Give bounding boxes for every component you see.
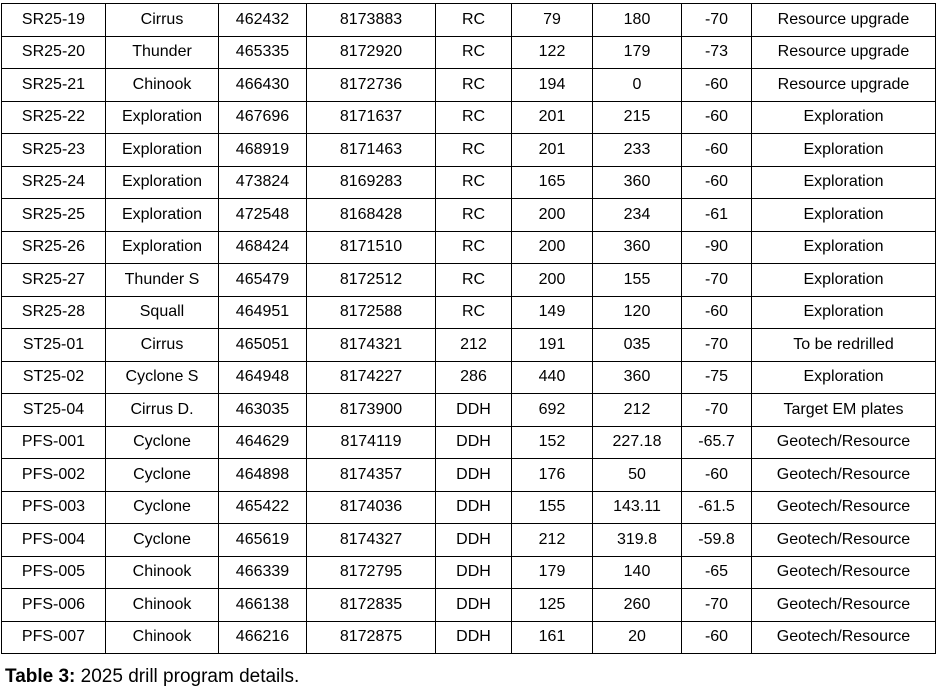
table-cell: DDH	[436, 459, 512, 492]
table-cell: Exploration	[752, 134, 936, 167]
table-cell: 466339	[219, 556, 307, 589]
table-row	[2, 166, 936, 199]
table-cell: 464948	[219, 361, 307, 394]
table-cell: -70	[682, 394, 752, 427]
table-cell: -60	[682, 101, 752, 134]
table-cell: Cirrus	[106, 329, 219, 362]
table-cell: -61.5	[682, 491, 752, 524]
table-cell: Thunder S	[106, 264, 219, 297]
table-cell: 8168428	[307, 199, 436, 232]
table-cell: PFS-001	[2, 426, 106, 459]
table-cell: 212	[512, 524, 593, 557]
table-cell: Geotech/Resource	[752, 524, 936, 557]
table-cell: 8171463	[307, 134, 436, 167]
table-row	[2, 459, 936, 492]
table-cell: 8172875	[307, 621, 436, 654]
table-cell: RC	[436, 69, 512, 102]
drill-program-table-container	[1, 3, 936, 654]
table-cell: 200	[512, 264, 593, 297]
table-cell: DDH	[436, 524, 512, 557]
table-cell: PFS-005	[2, 556, 106, 589]
table-cell: 8174357	[307, 459, 436, 492]
table-row	[2, 264, 936, 297]
table-cell: Exploration	[106, 199, 219, 232]
table-cell: 161	[512, 621, 593, 654]
table-cell: 155	[593, 264, 682, 297]
table-cell: PFS-004	[2, 524, 106, 557]
table-cell: Resource upgrade	[752, 4, 936, 37]
table-cell: 319.8	[593, 524, 682, 557]
table-cell: 165	[512, 166, 593, 199]
table-cell: SR25-26	[2, 231, 106, 264]
table-cell: DDH	[436, 589, 512, 622]
table-row	[2, 524, 936, 557]
table-cell: -60	[682, 69, 752, 102]
table-row	[2, 4, 936, 37]
table-cell: 200	[512, 199, 593, 232]
table-cell: 466216	[219, 621, 307, 654]
table-cell: -60	[682, 166, 752, 199]
table-row	[2, 36, 936, 69]
table-cell: 465422	[219, 491, 307, 524]
table-row	[2, 426, 936, 459]
table-cell: 360	[593, 361, 682, 394]
table-cell: -59.8	[682, 524, 752, 557]
table-cell: ST25-02	[2, 361, 106, 394]
table-cell: -60	[682, 296, 752, 329]
table-cell: 227.18	[593, 426, 682, 459]
table-body	[2, 4, 936, 654]
table-cell: Geotech/Resource	[752, 556, 936, 589]
table-cell: DDH	[436, 426, 512, 459]
table-cell: Exploration	[752, 361, 936, 394]
table-cell: 468919	[219, 134, 307, 167]
table-cell: Cyclone	[106, 426, 219, 459]
table-cell: Cyclone	[106, 524, 219, 557]
table-cell: 360	[593, 231, 682, 264]
table-cell: -70	[682, 4, 752, 37]
table-cell: 140	[593, 556, 682, 589]
table-cell: 466430	[219, 69, 307, 102]
table-cell: ST25-01	[2, 329, 106, 362]
table-cell: 125	[512, 589, 593, 622]
table-cell: Cyclone	[106, 459, 219, 492]
table-cell: Cyclone	[106, 491, 219, 524]
table-cell: PFS-006	[2, 589, 106, 622]
table-cell: Thunder	[106, 36, 219, 69]
table-cell: Chinook	[106, 621, 219, 654]
table-cell: PFS-002	[2, 459, 106, 492]
table-cell: 260	[593, 589, 682, 622]
table-cell: 180	[593, 4, 682, 37]
table-cell: RC	[436, 166, 512, 199]
table-cell: 234	[593, 199, 682, 232]
table-cell: 155	[512, 491, 593, 524]
table-cell: -73	[682, 36, 752, 69]
table-cell: -70	[682, 264, 752, 297]
table-cell: Resource upgrade	[752, 69, 936, 102]
table-cell: 8174036	[307, 491, 436, 524]
table-cell: 360	[593, 166, 682, 199]
table-cell: Exploration	[106, 134, 219, 167]
table-cell: RC	[436, 199, 512, 232]
table-cell: 79	[512, 4, 593, 37]
table-cell: 692	[512, 394, 593, 427]
table-cell: SR25-25	[2, 199, 106, 232]
table-cell: 8173900	[307, 394, 436, 427]
table-cell: SR25-28	[2, 296, 106, 329]
table-cell: RC	[436, 4, 512, 37]
table-cell: 462432	[219, 4, 307, 37]
table-cell: 233	[593, 134, 682, 167]
table-cell: 8171637	[307, 101, 436, 134]
table-cell: 143.11	[593, 491, 682, 524]
table-cell: Exploration	[106, 101, 219, 134]
table-cell: -60	[682, 134, 752, 167]
table-cell: -65	[682, 556, 752, 589]
table-cell: 472548	[219, 199, 307, 232]
table-cell: Exploration	[752, 264, 936, 297]
table-cell: Cirrus D.	[106, 394, 219, 427]
table-cell: 201	[512, 134, 593, 167]
table-cell: RC	[436, 36, 512, 69]
table-cell: Chinook	[106, 69, 219, 102]
table-cell: 8169283	[307, 166, 436, 199]
table-cell: 191	[512, 329, 593, 362]
table-cell: Target EM plates	[752, 394, 936, 427]
table-cell: PFS-007	[2, 621, 106, 654]
table-cell: SR25-21	[2, 69, 106, 102]
table-cell: RC	[436, 264, 512, 297]
table-cell: 8172512	[307, 264, 436, 297]
table-cell: 8171510	[307, 231, 436, 264]
caption-label: Table 3:	[5, 666, 76, 687]
table-cell: RC	[436, 101, 512, 134]
table-cell: SR25-23	[2, 134, 106, 167]
table-row	[2, 199, 936, 232]
table-cell: Chinook	[106, 556, 219, 589]
table-cell: 468424	[219, 231, 307, 264]
table-row	[2, 134, 936, 167]
table-cell: 8172588	[307, 296, 436, 329]
table-cell: 215	[593, 101, 682, 134]
table-cell: RC	[436, 134, 512, 167]
table-row	[2, 621, 936, 654]
drill-program-table	[1, 3, 936, 654]
table-cell: 463035	[219, 394, 307, 427]
table-cell: Resource upgrade	[752, 36, 936, 69]
table-row	[2, 101, 936, 134]
table-row	[2, 361, 936, 394]
table-cell: 8174321	[307, 329, 436, 362]
table-cell: 8174327	[307, 524, 436, 557]
table-cell: 464629	[219, 426, 307, 459]
table-cell: Exploration	[752, 199, 936, 232]
table-cell: 50	[593, 459, 682, 492]
table-cell: Squall	[106, 296, 219, 329]
table-cell: 201	[512, 101, 593, 134]
table-cell: Cyclone S	[106, 361, 219, 394]
table-cell: To be redrilled	[752, 329, 936, 362]
table-cell: DDH	[436, 556, 512, 589]
table-cell: 8172795	[307, 556, 436, 589]
table-cell: 466138	[219, 589, 307, 622]
table-cell: Geotech/Resource	[752, 426, 936, 459]
table-cell: DDH	[436, 621, 512, 654]
table-cell: Exploration	[106, 231, 219, 264]
table-cell: 464898	[219, 459, 307, 492]
table-cell: 194	[512, 69, 593, 102]
table-cell: Geotech/Resource	[752, 459, 936, 492]
table-cell: 0	[593, 69, 682, 102]
table-caption	[5, 666, 299, 688]
table-row	[2, 394, 936, 427]
table-cell: SR25-22	[2, 101, 106, 134]
table-cell: Exploration	[752, 166, 936, 199]
table-row	[2, 589, 936, 622]
table-cell: Exploration	[752, 231, 936, 264]
table-cell: 179	[512, 556, 593, 589]
table-cell: 149	[512, 296, 593, 329]
table-cell: Geotech/Resource	[752, 621, 936, 654]
table-cell: 120	[593, 296, 682, 329]
table-cell: 440	[512, 361, 593, 394]
table-cell: -75	[682, 361, 752, 394]
table-cell: 176	[512, 459, 593, 492]
table-cell: 8172736	[307, 69, 436, 102]
table-cell: 212	[593, 394, 682, 427]
table-cell: 8173883	[307, 4, 436, 37]
table-cell: 8172920	[307, 36, 436, 69]
table-cell: 8174119	[307, 426, 436, 459]
table-cell: SR25-19	[2, 4, 106, 37]
table-cell: SR25-20	[2, 36, 106, 69]
table-cell: -70	[682, 329, 752, 362]
table-cell: Cirrus	[106, 4, 219, 37]
table-row	[2, 329, 936, 362]
table-cell: 286	[436, 361, 512, 394]
table-row	[2, 69, 936, 102]
table-cell: Exploration	[106, 166, 219, 199]
table-row	[2, 556, 936, 589]
table-cell: -65.7	[682, 426, 752, 459]
table-cell: Exploration	[752, 296, 936, 329]
table-cell: 465479	[219, 264, 307, 297]
table-row	[2, 296, 936, 329]
table-cell: -70	[682, 589, 752, 622]
table-cell: 122	[512, 36, 593, 69]
table-cell: 20	[593, 621, 682, 654]
table-cell: PFS-003	[2, 491, 106, 524]
caption-text: 2025 drill program details.	[75, 666, 300, 687]
table-cell: Geotech/Resource	[752, 589, 936, 622]
table-cell: Exploration	[752, 101, 936, 134]
table-cell: 8174227	[307, 361, 436, 394]
table-cell: ST25-04	[2, 394, 106, 427]
table-cell: 465051	[219, 329, 307, 362]
table-cell: 212	[436, 329, 512, 362]
table-cell: Chinook	[106, 589, 219, 622]
table-row	[2, 491, 936, 524]
table-cell: 464951	[219, 296, 307, 329]
table-cell: DDH	[436, 394, 512, 427]
table-row	[2, 231, 936, 264]
table-cell: -61	[682, 199, 752, 232]
table-cell: 467696	[219, 101, 307, 134]
table-cell: RC	[436, 231, 512, 264]
table-cell: 152	[512, 426, 593, 459]
table-cell: 473824	[219, 166, 307, 199]
table-cell: 465619	[219, 524, 307, 557]
table-cell: SR25-24	[2, 166, 106, 199]
table-cell: 8172835	[307, 589, 436, 622]
table-cell: 200	[512, 231, 593, 264]
table-cell: -90	[682, 231, 752, 264]
table-cell: 465335	[219, 36, 307, 69]
table-cell: DDH	[436, 491, 512, 524]
table-cell: RC	[436, 296, 512, 329]
table-cell: Geotech/Resource	[752, 491, 936, 524]
table-cell: 179	[593, 36, 682, 69]
table-cell: 035	[593, 329, 682, 362]
table-cell: -60	[682, 459, 752, 492]
table-cell: -60	[682, 621, 752, 654]
table-cell: SR25-27	[2, 264, 106, 297]
